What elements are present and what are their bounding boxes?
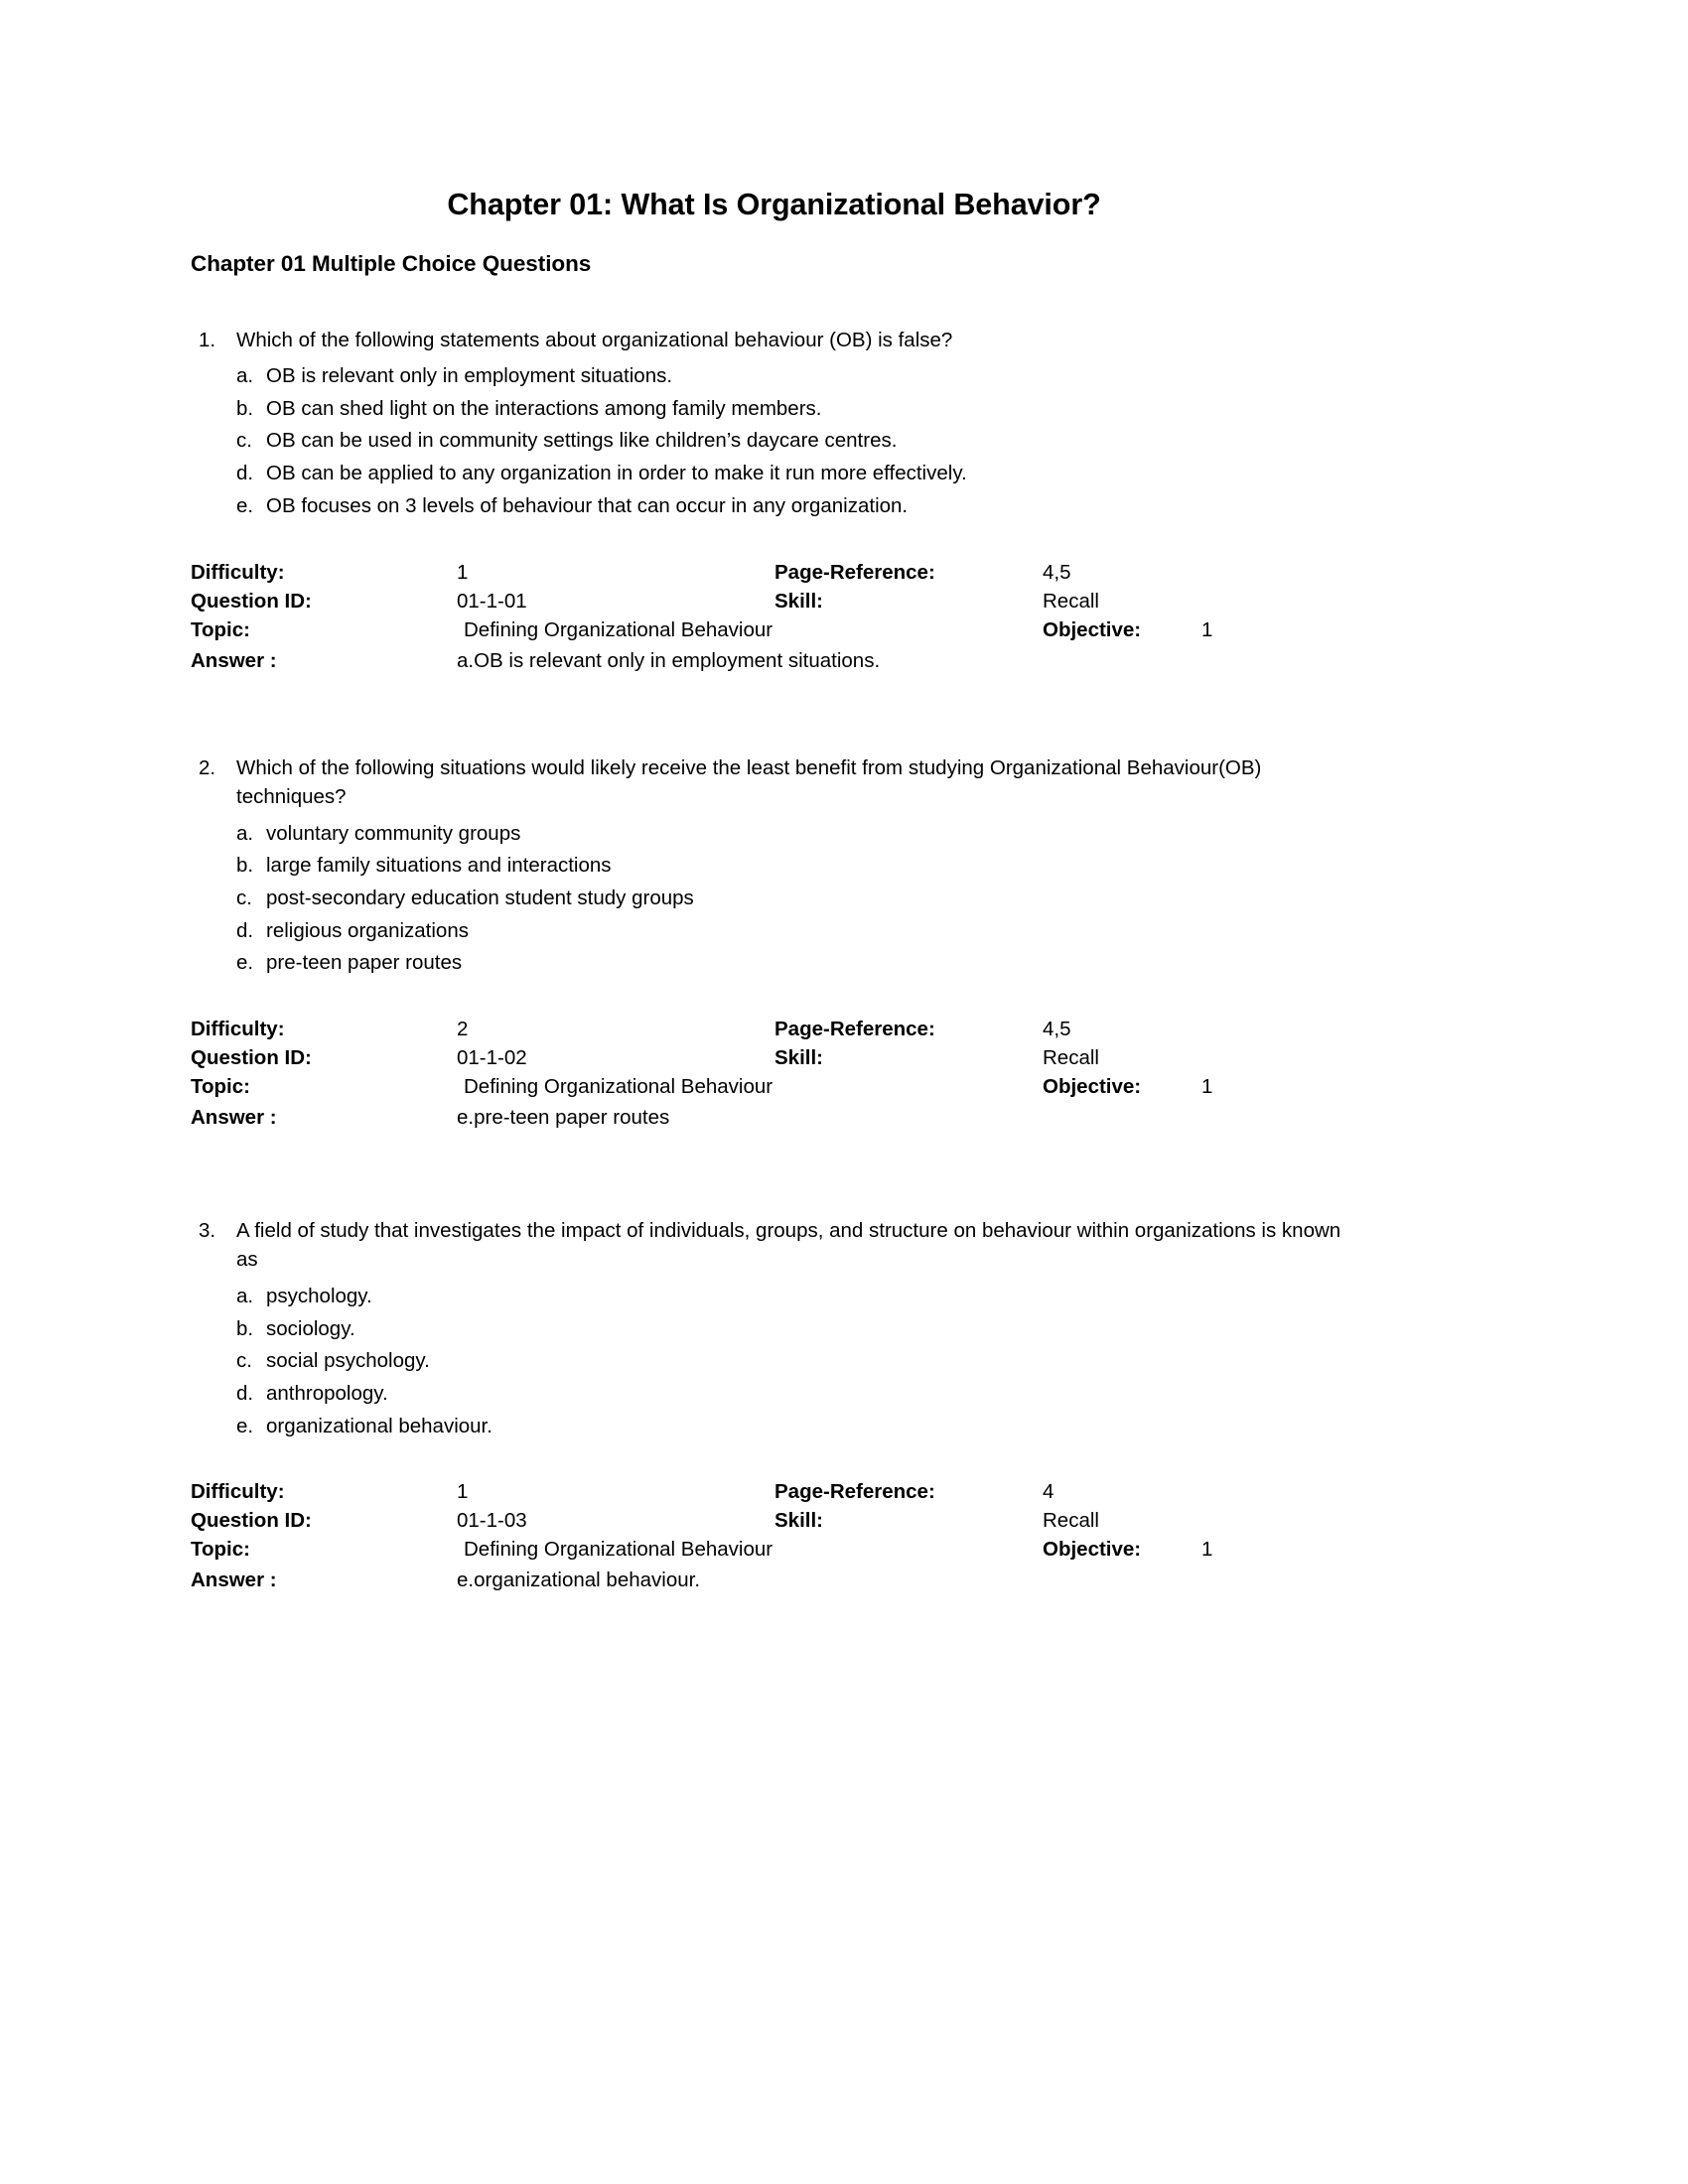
option-text: OB is relevant only in employment situations. [266,364,673,388]
option-letter: d. [236,462,254,485]
option-item[interactable] [191,848,1357,881]
option-list [191,816,1357,978]
option-letter: e. [236,493,254,517]
difficulty-label: Difficulty: [191,560,285,584]
metadata-row [191,588,1357,616]
topic-value: Defining Organizational Behaviour [464,1074,774,1098]
skill-label: Skill: [774,1509,823,1533]
question-number: 2. [199,755,216,779]
skill-label: Skill: [774,1045,823,1069]
option-text: social psychology. [266,1349,430,1373]
option-text: sociology. [266,1316,355,1340]
page-title: Chapter 01: What Is Organizational Behavior? [447,188,1101,221]
page-reference-label: Page-Reference: [774,1017,935,1040]
skill-label: Skill: [774,589,823,613]
objective-label: Objective: [1043,1538,1142,1562]
answer-label: Answer : [191,1105,277,1129]
option-letter: e. [236,951,254,975]
question-id-label: Question ID: [191,1045,312,1069]
option-letter: d. [236,1382,254,1406]
option-letter: a. [236,364,254,388]
option-letter: d. [236,918,254,942]
option-item[interactable] [191,1376,1357,1409]
option-text: anthropology. [266,1382,388,1406]
option-text: OB focuses on 3 levels of behaviour that can occur in any organization. [266,493,909,517]
option-text: religious organizations [266,918,469,942]
option-item[interactable] [191,1279,1357,1311]
objective-label: Objective: [1043,1074,1142,1098]
page-reference-label: Page-Reference: [774,560,935,584]
option-letter: e. [236,1414,254,1437]
option-text: OB can shed light on the interactions among family members. [266,396,822,420]
answer-value: a.OB is relevant only in employment situations. [457,648,881,672]
topic-value: Defining Organizational Behaviour [464,617,774,641]
question-number: 3. [199,1218,216,1242]
option-item[interactable] [191,1343,1357,1376]
question-id-value: 01-1-02 [457,1045,527,1069]
page-reference-value: 4,5 [1043,1017,1071,1040]
metadata-row [191,1016,1357,1044]
question-text: Which of the following situations would likely receive the least benefit from studying Organizational Behaviour(OB) techniques? [236,755,1262,809]
question-metadata [191,559,1357,676]
option-item[interactable] [191,1311,1357,1344]
option-item[interactable] [191,391,1357,424]
difficulty-value: 1 [457,560,469,584]
page-reference-value: 4,5 [1043,560,1071,584]
question-id-label: Question ID: [191,589,312,613]
question-metadata [191,1478,1357,1595]
objective-value: 1 [1201,1074,1213,1098]
option-item[interactable] [191,358,1357,391]
option-item[interactable] [191,945,1357,978]
option-letter: b. [236,1316,254,1340]
difficulty-label: Difficulty: [191,1017,285,1040]
option-text: post-secondary education student study groups [266,886,694,909]
option-item[interactable] [191,881,1357,913]
question-block [191,1216,1357,1595]
question-id-label: Question ID: [191,1509,312,1533]
topic-label: Topic: [191,1074,250,1098]
option-text: pre-teen paper routes [266,951,463,975]
question-stem [191,326,1357,355]
question-text: A field of study that investigates the impact of individuals, groups, and structure on behaviour within organizations is known as [236,1218,1341,1272]
option-text: OB can be used in community settings like children’s daycare centres. [266,429,898,453]
metadata-row [191,559,1357,588]
question-metadata [191,1016,1357,1133]
option-list [191,1279,1357,1440]
metadata-row [191,1507,1357,1536]
question-stem [191,1216,1357,1275]
question-id-value: 01-1-03 [457,1509,527,1533]
question-stem [191,753,1357,812]
metadata-row [191,1044,1357,1073]
topic-label: Topic: [191,617,250,641]
option-text: voluntary community groups [266,821,521,845]
option-item[interactable] [191,456,1357,488]
skill-value: Recall [1043,589,1099,613]
topic-value: Defining Organizational Behaviour [464,1538,774,1562]
difficulty-value: 1 [457,1480,469,1504]
metadata-row [191,1536,1357,1565]
option-item[interactable] [191,488,1357,521]
section-heading: Chapter 01 Multiple Choice Questions [191,251,592,277]
option-text: OB can be applied to any organization in order to make it run more effectively. [266,462,967,485]
option-letter: c. [236,1349,252,1373]
option-item[interactable] [191,816,1357,849]
metadata-row [191,1073,1357,1102]
metadata-row [191,1567,1357,1595]
metadata-row [191,1478,1357,1507]
option-item[interactable] [191,423,1357,456]
option-letter: b. [236,396,254,420]
option-text: psychology. [266,1285,372,1307]
difficulty-label: Difficulty: [191,1480,285,1504]
objective-value: 1 [1201,617,1213,641]
option-item[interactable] [191,913,1357,946]
option-text: organizational behaviour. [266,1414,492,1437]
option-letter: c. [236,886,252,909]
question-id-value: 01-1-01 [457,589,527,613]
page-reference-value: 4 [1043,1480,1055,1504]
answer-value: e.organizational behaviour. [457,1569,701,1592]
answer-value: e.pre-teen paper routes [457,1105,670,1129]
option-list [191,358,1357,520]
page-reference-label: Page-Reference: [774,1480,935,1504]
question-number: 1. [199,328,216,351]
question-text: Which of the following statements about organizational behaviour (OB) is false? [236,328,953,351]
metadata-row [191,647,1357,676]
option-letter: c. [236,429,252,453]
skill-value: Recall [1043,1509,1099,1533]
answer-label: Answer : [191,648,277,672]
option-letter: b. [236,854,254,878]
option-letter: a. [236,821,254,845]
skill-value: Recall [1043,1045,1099,1069]
objective-label: Objective: [1043,617,1142,641]
objective-value: 1 [1201,1538,1213,1562]
option-text: large family situations and interactions [266,854,612,878]
document-content [191,185,1357,1595]
metadata-row [191,1104,1357,1133]
option-letter: a. [236,1285,254,1307]
question-block [191,326,1357,676]
metadata-row [191,616,1357,645]
question-block [191,753,1357,1133]
topic-label: Topic: [191,1538,250,1562]
option-item[interactable] [191,1409,1357,1441]
answer-label: Answer : [191,1569,277,1592]
difficulty-value: 2 [457,1017,469,1040]
